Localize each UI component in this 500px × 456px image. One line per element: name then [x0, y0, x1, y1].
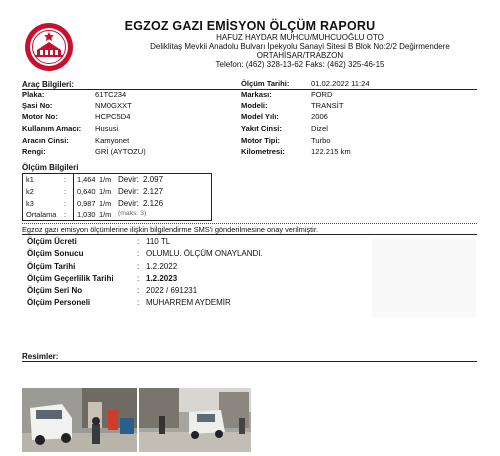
date-value: 1.2.2022 — [146, 262, 178, 271]
company-name: HAFUZ HAYDAR MUHCU/MUHCUOĞLU OTO — [216, 33, 384, 42]
measurement-row: k2 : 0,640 1/m Devir: 2.127 — [26, 187, 164, 196]
vehicle-type-value: Kamyonet — [95, 136, 130, 145]
measurement-table — [22, 173, 212, 221]
measurement-info-title: Ölçüm Bilgileri — [22, 163, 79, 172]
divider — [22, 234, 477, 235]
divider — [22, 361, 477, 362]
chassis-value: NM0GXXT — [95, 101, 132, 110]
company-city: ORTAHİSAR/TRABZON — [256, 51, 344, 60]
company-phone: Telefon: (462) 328-13-62 Faks: (462) 325-46-15 — [215, 60, 385, 69]
usage-value: Hususi — [95, 124, 119, 133]
engine-no-value: HCPC5D4 — [95, 112, 131, 121]
measurement-average-row: Ortalama : 1,030 1/m (maks: 3) — [26, 210, 147, 219]
model-label: Modeli: — [241, 101, 268, 110]
result-value: OLUMLU. ÖLÇÜM ONAYLANDI. — [146, 249, 263, 258]
fee-value: 110 TL — [146, 237, 171, 246]
validity-date-value: 1.2.2023 — [146, 274, 178, 283]
engine-no-label: Motor No: — [22, 112, 58, 121]
color-label: Rengi: — [22, 147, 46, 156]
personnel-value: MUHARREM AYDEMİR — [146, 298, 231, 307]
vehicle-photo-front — [22, 388, 137, 452]
personnel-label: Ölçüm Personeli — [27, 298, 91, 307]
brand-label: Markası: — [241, 90, 272, 99]
serial-no-label: Ölçüm Seri No — [27, 286, 83, 295]
fuel-type-value: Dizel — [311, 124, 328, 133]
model-value: TRANSİT — [311, 101, 344, 110]
images-title: Resimler: — [22, 352, 59, 361]
vehicle-photo-side — [139, 388, 251, 452]
divider — [22, 223, 477, 224]
faded-stamp-area — [372, 238, 476, 318]
sms-consent-notice: Egzoz gazı emisyon ölçümlerine ilişkin bilgilendirme SMS'i gönderilmesine onay verilmiştir. — [22, 225, 318, 234]
fee-label: Ölçüm Ücreti — [27, 237, 77, 246]
measurement-date-label: Ölçüm Tarihi: — [241, 79, 290, 88]
engine-type-value: Turbo — [311, 136, 331, 145]
model-year-value: 2006 — [311, 112, 328, 121]
plate-label: Plaka: — [22, 90, 45, 99]
usage-label: Kullanım Amacı: — [22, 124, 82, 133]
company-address: Deliklitaş Mevkii Anadolu Bulvarı İpekyolu Sanayi Sitesi B Blok No:2/2 Değirmendere — [150, 42, 450, 51]
validity-date-label: Ölçüm Geçerlilik Tarihi — [27, 274, 114, 283]
report-title: EGZOZ GAZI EMİSYON ÖLÇÜM RAPORU — [124, 19, 376, 33]
model-year-label: Model Yılı: — [241, 112, 279, 121]
engine-type-label: Motor Tipi: — [241, 136, 281, 145]
mileage-value: 122.215 km — [311, 147, 351, 156]
date-label: Ölçüm Tarihi — [27, 262, 76, 271]
serial-no-value: 2022 / 691231 — [146, 286, 198, 295]
result-label: Ölçüm Sonucu — [27, 249, 84, 258]
measurement-row: k3 : 0,987 1/m Devir: 2.126 — [26, 199, 164, 208]
vehicle-info-title: Araç Bilgileri: — [22, 80, 75, 89]
color-value: GRİ (AYTOZU) — [95, 147, 146, 156]
measurement-row: k1 : 1,464 1/m Devir: 2.097 — [26, 175, 164, 184]
fuel-type-label: Yakıt Cinsi: — [241, 124, 282, 133]
vehicle-type-label: Aracın Cinsi: — [22, 136, 69, 145]
brand-value: FORD — [311, 90, 333, 99]
plate-value: 61TC234 — [95, 90, 127, 99]
chassis-label: Şasi No: — [22, 101, 53, 110]
measurement-date-value: 01.02.2022 11:24 — [311, 79, 370, 88]
mileage-label: Kilometresi: — [241, 147, 285, 156]
